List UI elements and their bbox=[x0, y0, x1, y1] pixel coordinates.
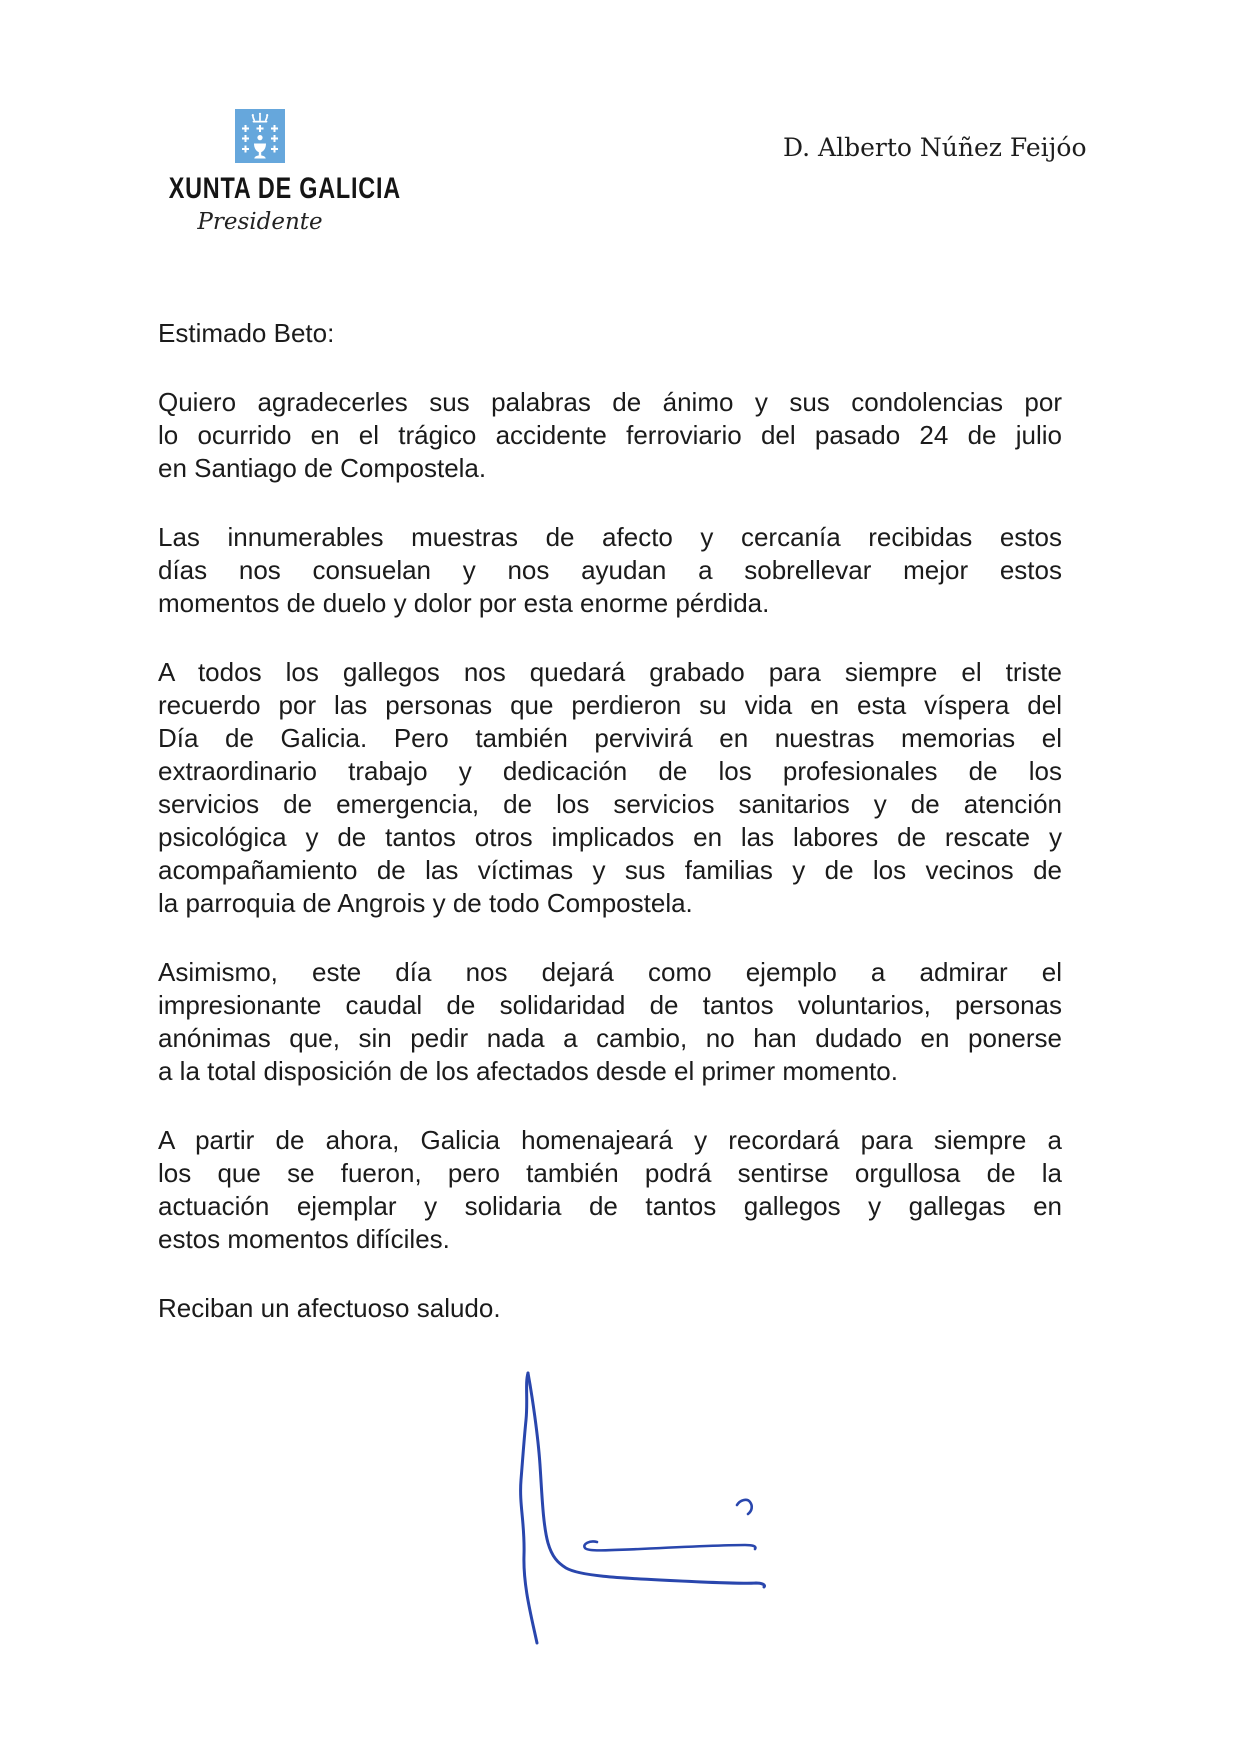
paragraph-line: anónimas que, sin pedir nada a cambio, no han dudado en ponerse bbox=[158, 1023, 1062, 1053]
xunta-de-galicia-emblem-icon bbox=[143, 109, 377, 163]
crown-dot bbox=[259, 113, 261, 115]
signature-main-stroke bbox=[528, 1373, 765, 1587]
paragraph-line: la parroquia de Angrois y de todo Compostela. bbox=[158, 888, 693, 918]
paragraph-line: impresionante caudal de solidaridad de tantos voluntarios, personas bbox=[158, 990, 1062, 1020]
crown-dot bbox=[266, 114, 268, 116]
paragraph bbox=[158, 1124, 1062, 1256]
host-icon bbox=[257, 135, 262, 140]
letter-body bbox=[158, 317, 1062, 1325]
paragraph bbox=[158, 386, 1062, 485]
paragraph bbox=[158, 656, 1062, 920]
paragraph-line: los que se fueron, pero también podrá sentirse orgullosa de la bbox=[158, 1158, 1062, 1188]
paragraph-line: extraordinario trabajo y dedicación de los profesionales de los bbox=[158, 756, 1062, 786]
closing-salutation: Reciban un afectuoso saludo. bbox=[158, 1293, 501, 1323]
paragraph-line: A partir de ahora, Galicia homenajeará y recordará para siempre a bbox=[158, 1125, 1062, 1155]
paragraph-line: Día de Galicia. Pero también pervivirá en nuestras memorias el bbox=[158, 723, 1062, 753]
paragraph-line: servicios de emergencia, de los servicios sanitarios y de atención bbox=[158, 789, 1062, 819]
handwritten-signature bbox=[490, 1345, 780, 1655]
paragraph-line: estos momentos difíciles. bbox=[158, 1224, 450, 1254]
paragraph-line: psicológica y de tantos otros implicados en las labores de rescate y bbox=[158, 822, 1062, 852]
paragraph bbox=[158, 956, 1062, 1088]
signature-accent-stroke bbox=[737, 1500, 752, 1514]
recipient-name: D. Alberto Núñez Feijóo bbox=[783, 133, 1087, 162]
paragraph-line: a la total disposición de los afectados desde el primer momento. bbox=[158, 1056, 898, 1086]
paragraph-line: lo ocurrido en el trágico accidente ferroviario del pasado 24 de julio bbox=[158, 420, 1062, 450]
paragraph-line: Asimismo, este día nos dejará como ejemplo a admirar el bbox=[158, 957, 1062, 987]
paragraph-line: actuación ejemplar y solidaria de tantos gallegos y gallegas en bbox=[158, 1191, 1062, 1221]
paragraph bbox=[158, 521, 1062, 620]
paragraph-line: acompañamiento de las víctimas y sus familias y de los vecinos de bbox=[158, 855, 1062, 885]
paragraph-line: recuerdo por las personas que perdieron su vida en esta víspera del bbox=[158, 690, 1062, 720]
letter-paragraphs bbox=[158, 386, 1062, 1256]
paragraph-line: días nos consuelan y nos ayudan a sobrellevar mejor estos bbox=[158, 555, 1062, 585]
paragraph-line: en Santiago de Compostela. bbox=[158, 453, 487, 483]
greeting: Estimado Beto: bbox=[158, 318, 335, 348]
paragraph-line: A todos los gallegos nos quedará grabado para siempre el triste bbox=[158, 657, 1062, 687]
crown-dot bbox=[252, 114, 254, 116]
header-logo-block bbox=[143, 109, 401, 235]
org-subtitle: Presidente bbox=[197, 209, 323, 235]
org-name: XUNTA DE GALICIA bbox=[168, 172, 401, 205]
paragraph-line: Quiero agradecerles sus palabras de ánimo y sus condolencias por bbox=[158, 387, 1062, 417]
paragraph-line: Las innumerables muestras de afecto y cercanía recibidas estos bbox=[158, 522, 1062, 552]
signature-upper-stroke bbox=[584, 1541, 755, 1550]
paragraph-line: momentos de duelo y dolor por esta enorme pérdida. bbox=[158, 588, 770, 618]
